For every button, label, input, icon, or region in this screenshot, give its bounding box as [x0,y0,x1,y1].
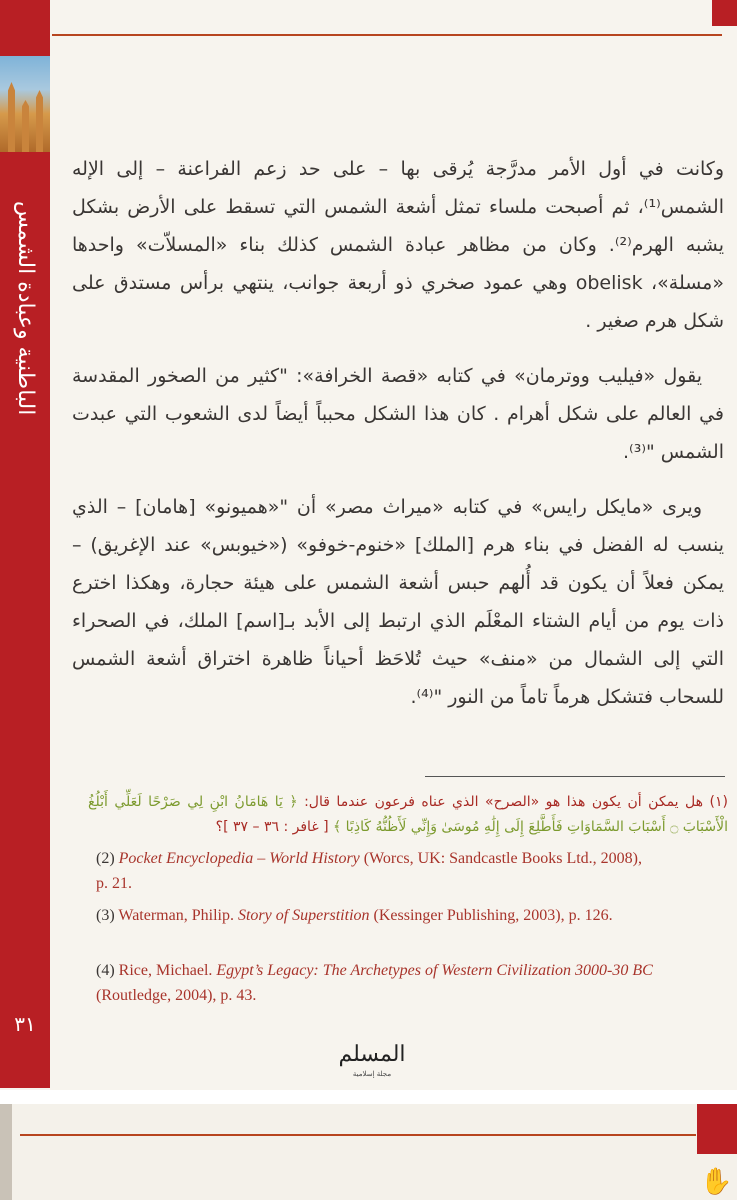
footnote-4-title: Egypt’s Legacy: The Archetypes of Western Civilization 3000-30 BC [216,962,653,979]
footnote-4-author: Rice, Michael. [118,962,217,979]
footnote-2 [96,846,656,896]
logo-text: المسلم [338,1042,406,1067]
footnote-4-details: (Routledge, 2004), p. 43. [96,987,257,1004]
chapter-side-strip [0,0,50,1088]
footnote-rule [425,776,725,777]
footnote-2-number: (2) [96,850,119,867]
main-text [72,150,724,733]
next-page-edge [0,1104,12,1200]
footnote-3-details: (Kessinger Publishing, 2003), p. 126. [369,907,613,924]
paragraph-2: يقول «فيليب ووترمان» في كتابه «قصة الخرافة»: "كثير من الصخور المقدسة في العالم على شكل أهرام . كان هذا الشكل محبباً أيضاً لدى الشعوب التي عبدت الشمس "⁽³⁾. [72,365,724,463]
next-page-corner-tab [697,1104,737,1154]
next-page-header-rule [20,1134,696,1136]
footnote-2-details: (Worcs, UK: Sandcastle Books Ltd., 2008), p. 21. [96,850,643,892]
footnote-3-title: Story of Superstition [237,907,370,924]
page-number: ٣١ [14,1012,36,1036]
paragraph-1: وكانت في أول الأمر مدرَّجة يُرقى بها – على حد زعم الفراعنة – إلى الإله الشمس⁽¹⁾، ثم أصبحت ملساء تمثل أشعة الشمس التي تسقط على الأرض بشكل يشبه الهرم⁽²⁾. وكان من مظاهر عبادة الشمس كذلك بناء «المسلاّت» واحدها «مسلة»، obelisk وهي عمود صخري ذو أربعة جوانب، ينتهي برأس مستدق على شكل هرم صغير . [72,158,724,332]
side-photo-thumbnail [0,56,50,152]
footnote-3 [96,903,656,928]
paragraph-3: ويرى «مايكل رايس» في كتابه «ميراث مصر» أن "«هميونو» [هامان] – الذي ينسب له الفضل في بناء هرم [الملك] «خنوم-خوفو» («خيوبس» عند الإغريق) – يمكن فعلاً أن يكون قد أُلهم حبس أشعة الشمس على هيئة حجارة، وهكذا اخترع ذات يوم من أيام الشتاء المعْلَم الذي ارتبط إلى الأبد بـ[اسم] الملك، في الصحراء التي إلى الشمال من «منف» حيث تُلاحَظ أحياناً ظاهرة اختراق أشعة الشمس للسحاب فتشكل هرماً تاماً من النور "⁽⁴⁾. [72,496,724,708]
chapter-title: الباطنية وعبادة الشمس [13,200,38,416]
footnote-4-number: (4) [96,962,119,979]
header-rule [52,34,722,36]
footnote-3-author: Waterman, Philip. [118,907,238,924]
hand-cursor-icon[interactable]: ✋ [700,1167,733,1197]
footnote-3-number: (3) [96,907,119,924]
footnote-1 [88,790,728,840]
quran-verse: ﴿ يَا هَامَانُ ابْنِ لِي صَرْحًا لَعَلِّي أَبْلُغُ الْأَسْبَابَ ۝ أَسْبَابَ السَّمَاوَاتِ فَأَطَّلِعَ إِلَى إِلَٰهِ مُوسَىٰ وَإِنِّي لَأَظُنُّهُ كَاذِبًا ﴾ [88,794,728,835]
top-corner-tab [712,0,737,26]
footnote-2-title: Pocket Encyclopedia – World History [118,850,360,867]
next-page-preview [0,1104,737,1200]
footnote-4 [96,958,656,1008]
publisher-logo [332,1040,412,1080]
quran-reference: [ غافر : ٣٦ – ٣٧ ]؟ [215,819,329,835]
footnote-1-text: (١) هل يمكن أن يكون هذا هو «الصرح» الذي عناه فرعون عندما قال: [304,794,728,810]
logo-subtext: مجلة إسلامية [352,1070,392,1078]
